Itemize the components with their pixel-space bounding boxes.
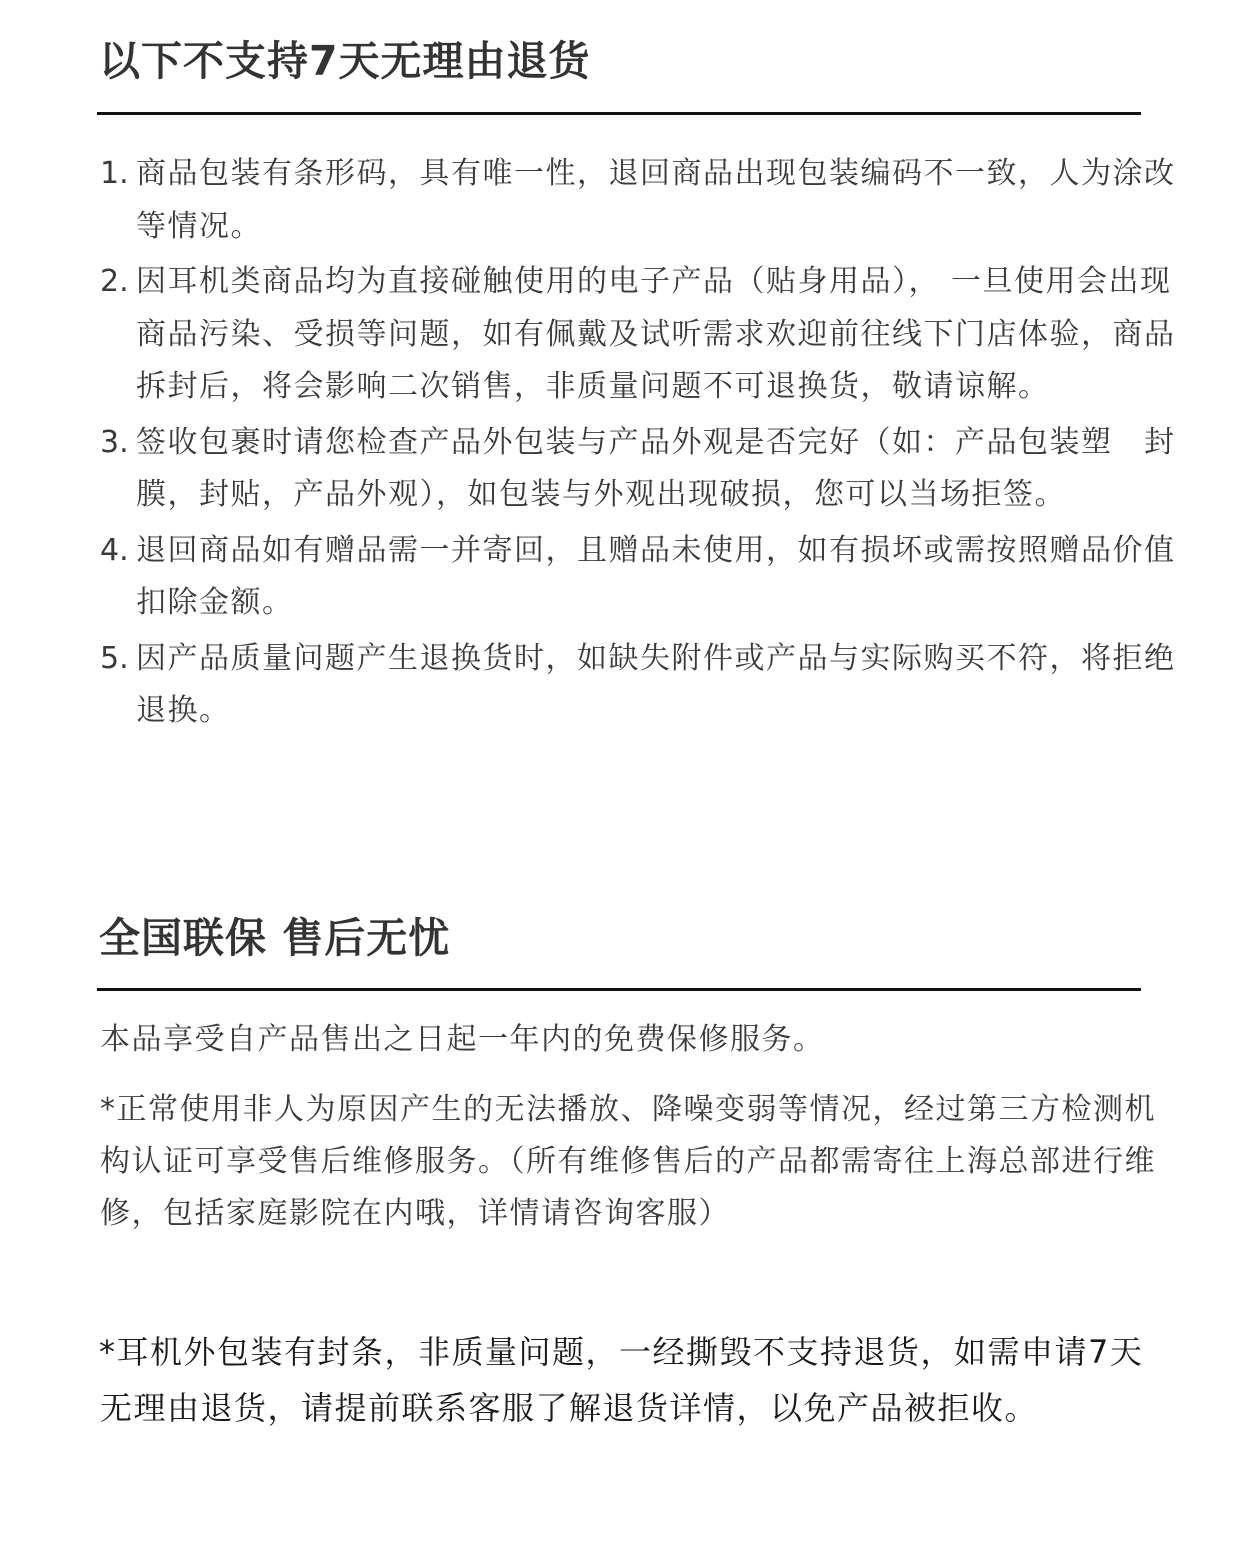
policy-item-5 xyxy=(100,633,1180,738)
policy-item-text: 退回商品如有赠品需一并寄回，且赠品未使用，如有损坏或需按照赠品价值扣除金额。 xyxy=(136,532,1176,620)
policy-item-4 xyxy=(100,525,1180,630)
policy-item-text: 签收包裹时请您检查产品外包装与产品外观是否完好（如：产品包装塑 封膜，封贴，产品外观），如包装与外观出现破损，您可以当场拒签。 xyxy=(136,424,1176,512)
warranty-title: 全国联保 售后无忧 xyxy=(99,914,451,962)
policy-item-text: 因耳机类商品均为直接碰触使用的电子产品（贴身用品）， 一旦使用会出现商品污染、受损等问题，如有佩戴及试听需求欢迎前往线下门店体验，商品拆封后，将会影响二次销售，非质量问题不可退换货，敬请谅解。 xyxy=(136,264,1176,404)
seal-notice: *耳机外包装有封条，非质量问题，一经撕毁不支持退货，如需申请7天无理由退货，请提前联系客服了解退货详情，以免产品被拒收。 xyxy=(99,1333,1144,1427)
warranty-conditions-text: *正常使用非人为原因产生的无法播放、降噪变弱等情况，经过第三方检测机构认证可享受售后维修服务。（所有维修售后的产品都需寄往上海总部进行维修，包括家庭影院在内哦，详情请咨询客服） xyxy=(100,1092,1156,1231)
policy-item-1 xyxy=(100,148,1180,253)
policy-item-number: 1. xyxy=(100,156,129,191)
policy-item-text: 因产品质量问题产生退换货时，如缺失附件或产品与实际购买不符，将拒绝退换。 xyxy=(136,640,1176,728)
policy-item-text: 商品包装有条形码，具有唯一性，退回商品出现包装编码不一致，人为涂改等情况。 xyxy=(136,156,1176,244)
policy-item-number: 5. xyxy=(100,640,129,676)
policy-item-number: 2. xyxy=(100,264,129,299)
warranty-period-text: 本品享受自产品售出之日起一年内的免费保修服务。 xyxy=(100,1022,825,1057)
return-policy-title: 以下不支持7天无理由退货 xyxy=(99,37,591,85)
return-policy-divider xyxy=(97,112,1141,115)
policy-item-number: 3. xyxy=(100,424,129,460)
policy-item-2 xyxy=(100,256,1180,414)
return-policy-list xyxy=(100,148,1180,741)
policy-item-3 xyxy=(100,417,1180,522)
warranty-divider xyxy=(97,988,1141,991)
policy-item-number: 4. xyxy=(100,532,129,568)
